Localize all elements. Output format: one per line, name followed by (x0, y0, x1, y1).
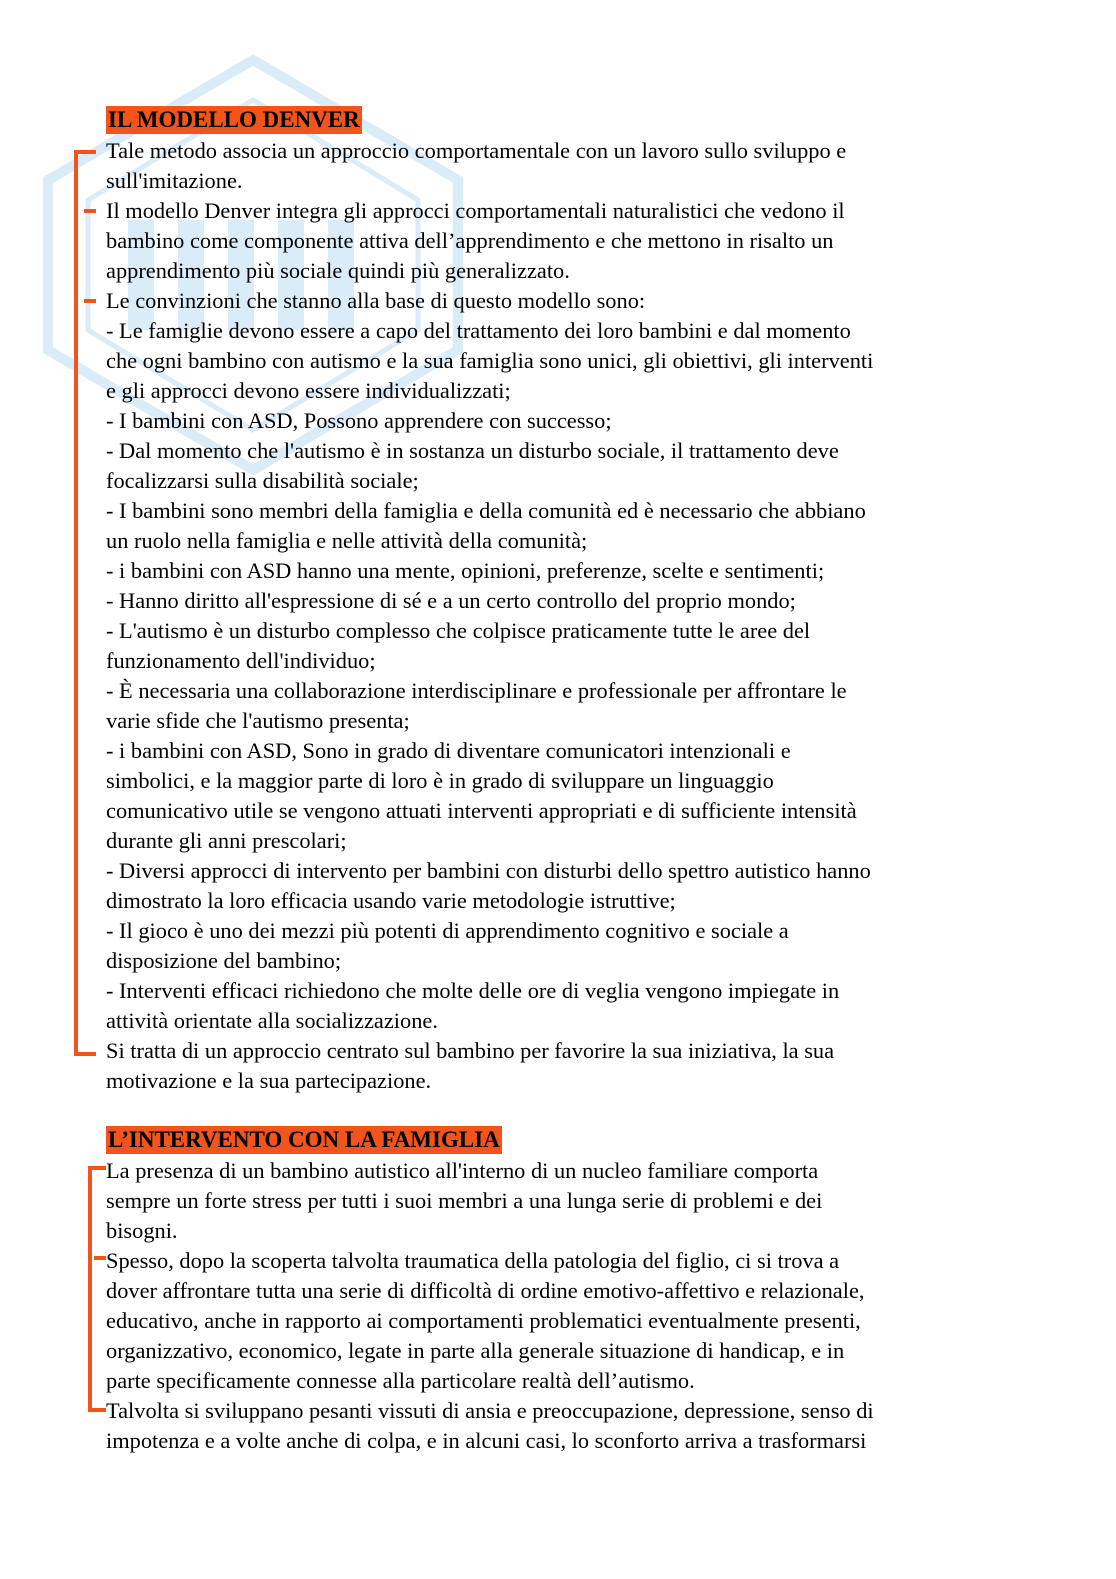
text-line: focalizzarsi sulla disabilità sociale; (106, 468, 419, 493)
text-line: un ruolo nella famiglia e nelle attività della comunità; (106, 528, 588, 553)
text-line: - L'autismo è un disturbo complesso che colpisce praticamente tutte le aree del (106, 618, 811, 643)
text-line: Il modello Denver integra gli approcci comportamentali naturalistici che vedono il (106, 198, 845, 223)
bracket-tick (84, 209, 96, 213)
text-line: Talvolta si sviluppano pesanti vissuti di ansia e preoccupazione, depressione, senso di (106, 1398, 874, 1423)
text-line: parte specificamente connesse alla particolare realtà dell’autismo. (106, 1368, 695, 1393)
text-line: - È necessaria una collaborazione interdisciplinare e professionale per affrontare le (106, 678, 847, 703)
text-line: dover affrontare tutta una serie di difficoltà di ordine emotivo-affettivo e relazionale, (106, 1278, 865, 1303)
bracket-tick (74, 1052, 96, 1056)
text-line: Tale metodo associa un approccio comportamentale con un lavoro sullo sviluppo e (106, 138, 847, 163)
text-line: simbolici, e la maggior parte di loro è in grado di sviluppare un linguaggio (106, 768, 774, 793)
text-line: sull'imitazione. (106, 168, 243, 193)
bracket-tick (88, 1166, 106, 1170)
text-line: - i bambini con ASD, Sono in grado di diventare comunicatori intenzionali e (106, 738, 791, 763)
text-line: durante gli anni prescolari; (106, 828, 347, 853)
section-body (106, 1156, 1016, 1456)
bracket-tick (94, 1256, 106, 1260)
text-line: varie sfide che l'autismo presenta; (106, 708, 410, 733)
section1-bracket (74, 150, 78, 1054)
text-line: bisogni. (106, 1218, 178, 1243)
text-line: Le convinzioni che stanno alla base di questo modello sono: (106, 288, 646, 313)
section-heading: IL MODELLO DENVER (108, 107, 360, 132)
text-line: motivazione e la sua partecipazione. (106, 1068, 432, 1093)
section-body (106, 136, 1016, 1096)
text-line: funzionamento dell'individuo; (106, 648, 376, 673)
text-line: impotenza e a volte anche di colpa, e in alcuni casi, lo sconforto arriva a trasformarsi (106, 1428, 867, 1453)
section-heading: L’INTERVENTO CON LA FAMIGLIA (108, 1127, 500, 1152)
text-line: che ogni bambino con autismo e la sua famiglia sono unici, gli obiettivi, gli interventi (106, 348, 874, 373)
bracket-tick (74, 150, 96, 154)
text-line: comunicativo utile se vengono attuati interventi appropriati e di sufficiente intensità (106, 798, 857, 823)
text-line: - I bambini sono membri della famiglia e della comunità ed è necessario che abbiano (106, 498, 866, 523)
text-line: - Dal momento che l'autismo è in sostanza un disturbo sociale, il trattamento deve (106, 438, 839, 463)
text-line: Si tratta di un approccio centrato sul bambino per favorire la sua iniziativa, la sua (106, 1038, 835, 1063)
text-line: - i bambini con ASD hanno una mente, opinioni, preferenze, scelte e sentimenti; (106, 558, 825, 583)
text-line: organizzativo, economico, legate in parte alla generale situazione di handicap, e in (106, 1338, 845, 1363)
section-denver-model (106, 106, 1016, 1096)
text-line: educativo, anche in rapporto ai comportamenti problematici eventualmente presenti, (106, 1308, 861, 1333)
text-line: disposizione del bambino; (106, 948, 342, 973)
text-line: Spesso, dopo la scoperta talvolta traumatica della patologia del figlio, ci si trova a (106, 1248, 840, 1273)
text-line: e gli approcci devono essere individualizzati; (106, 378, 511, 403)
section-family-intervention (106, 1126, 1016, 1456)
text-line: - Hanno diritto all'espressione di sé e a un certo controllo del proprio mondo; (106, 588, 796, 613)
text-line: - Diversi approcci di intervento per bambini con disturbi dello spettro autistico hanno (106, 858, 871, 883)
bracket-tick (84, 299, 96, 303)
text-line: apprendimento più sociale quindi più generalizzato. (106, 258, 570, 283)
section2-bracket (88, 1166, 92, 1412)
bracket-tick (88, 1408, 106, 1412)
text-line: - Interventi efficaci richiedono che molte delle ore di veglia vengono impiegate in (106, 978, 840, 1003)
text-line: La presenza di un bambino autistico all'interno di un nucleo familiare comporta (106, 1158, 819, 1183)
text-line: - Le famiglie devono essere a capo del trattamento dei loro bambini e dal momento (106, 318, 851, 343)
text-line: attività orientate alla socializzazione. (106, 1008, 438, 1033)
text-line: dimostrato la loro efficacia usando varie metodologie istruttive; (106, 888, 676, 913)
text-line: - Il gioco è uno dei mezzi più potenti di apprendimento cognitivo e sociale a (106, 918, 789, 943)
text-line: bambino come componente attiva dell’apprendimento e che mettono in risalto un (106, 228, 834, 253)
text-line: - I bambini con ASD, Possono apprendere con successo; (106, 408, 612, 433)
text-line: sempre un forte stress per tutti i suoi membri a una lunga serie di problemi e dei (106, 1188, 823, 1213)
